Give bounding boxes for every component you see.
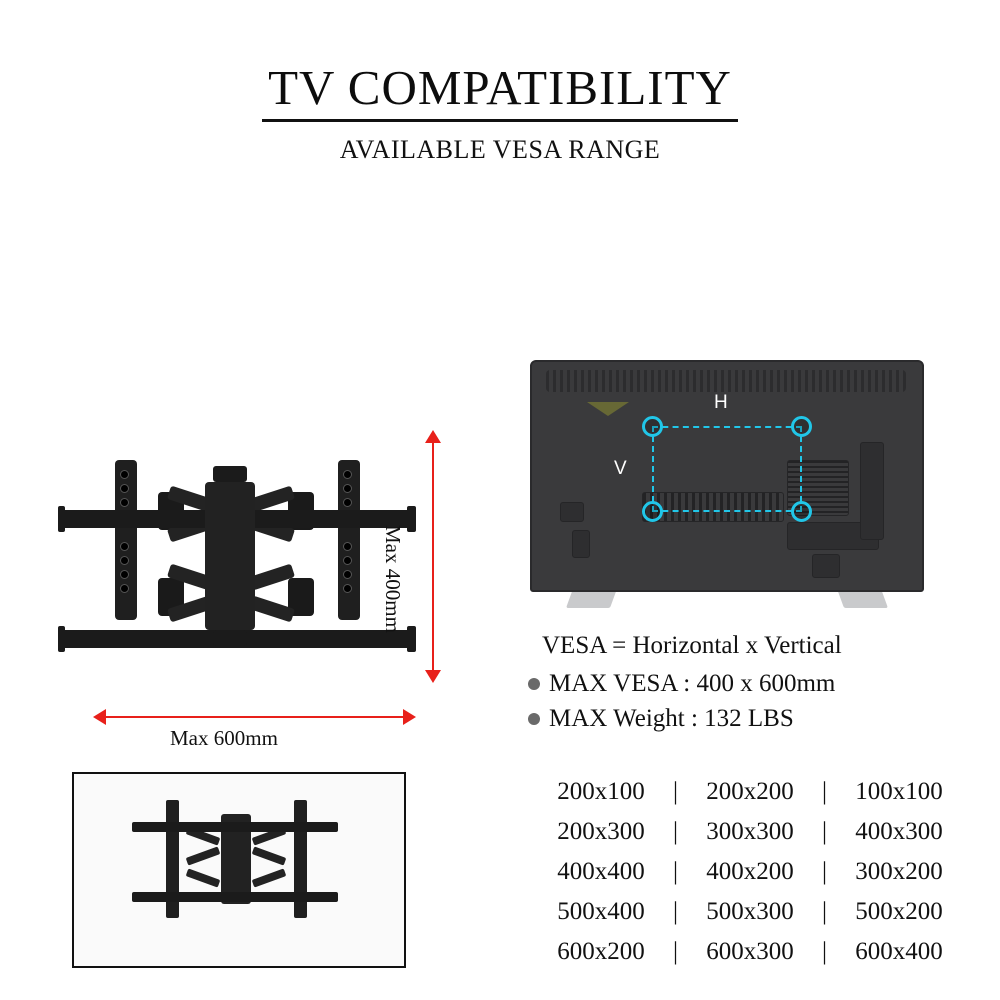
dimension-line-horizontal <box>105 716 405 718</box>
dimension-line-vertical <box>432 440 434 680</box>
mount-rail-end-cap <box>407 626 416 652</box>
vesa-horizontal-label: H <box>714 392 728 413</box>
mount-hole-icon <box>120 484 129 493</box>
vesa-list-separator: | <box>672 778 678 805</box>
vesa-list-separator: | <box>672 938 678 965</box>
vesa-size-value: 200x100 <box>557 778 645 805</box>
mini-mount-rail-bottom <box>132 892 338 902</box>
vesa-size-value: 300x200 <box>855 858 943 885</box>
mount-rail-end-cap <box>407 506 416 532</box>
max-width-label: Max 600mm <box>170 726 278 750</box>
vesa-size-value: 600x400 <box>855 938 943 965</box>
max-vesa-label: MAX VESA : 400 x 600mm <box>549 670 836 697</box>
vesa-hole-icon <box>791 416 812 437</box>
max-weight-label: MAX Weight : 132 LBS <box>549 705 794 732</box>
tv-body <box>530 360 924 592</box>
tv-brand-mark-icon <box>587 402 629 416</box>
mount-rail-end-cap <box>58 506 65 532</box>
vesa-size-value: 500x400 <box>557 898 645 925</box>
vesa-list-separator: | <box>672 858 678 885</box>
vesa-hole-icon <box>642 501 663 522</box>
vesa-list-separator: | <box>821 778 827 805</box>
bullet-icon <box>528 713 540 725</box>
vesa-size-value: 400x200 <box>706 858 794 885</box>
vesa-list-row <box>520 932 980 972</box>
bullet-icon <box>528 678 540 690</box>
vesa-equation-label: VESA = Horizontal x Vertical <box>542 632 842 659</box>
mount-rail-end-cap <box>58 626 65 652</box>
header <box>0 62 1000 165</box>
vesa-size-value: 100x100 <box>855 778 943 805</box>
mini-mount-link <box>252 846 287 865</box>
tv-connector-block <box>560 502 584 522</box>
vesa-hole-icon <box>642 416 663 437</box>
vesa-size-value: 300x300 <box>706 818 794 845</box>
mount-hole-icon <box>343 542 352 551</box>
mount-hole-icon <box>120 542 129 551</box>
mini-mount-link <box>186 846 221 865</box>
vesa-vertical-label: V <box>614 458 627 479</box>
vesa-list-row <box>520 772 980 812</box>
vesa-list-separator: | <box>672 818 678 845</box>
mount-center-column <box>205 482 255 630</box>
vesa-size-value: 600x200 <box>557 938 645 965</box>
vesa-list-separator: | <box>821 858 827 885</box>
mount-hole-icon <box>343 556 352 565</box>
vesa-size-list <box>520 772 980 972</box>
tv-mount-diagram <box>50 430 470 760</box>
mount-hole-icon <box>343 470 352 479</box>
vesa-pattern-outline <box>652 426 802 512</box>
mini-mount-link <box>186 868 221 887</box>
vesa-size-value: 500x200 <box>855 898 943 925</box>
vesa-list-separator: | <box>821 938 827 965</box>
dimension-arrow-right-icon <box>403 709 416 725</box>
mount-hole-icon <box>120 584 129 593</box>
vesa-list-separator: | <box>672 898 678 925</box>
page-subtitle: AVAILABLE VESA RANGE <box>339 135 661 165</box>
vesa-list-separator: | <box>821 898 827 925</box>
spec-item <box>528 670 988 698</box>
page-title: TV COMPATIBILITY <box>262 62 738 122</box>
tv-connector-block <box>812 554 840 578</box>
vesa-list-row <box>520 892 980 932</box>
vesa-list-row <box>520 812 980 852</box>
tv-side-panel <box>860 442 884 540</box>
mount-hole-icon <box>343 498 352 507</box>
vesa-list-row <box>520 852 980 892</box>
mount-hole-icon <box>343 484 352 493</box>
mount-hole-icon <box>120 570 129 579</box>
vesa-size-value: 200x200 <box>706 778 794 805</box>
spec-item <box>528 705 988 733</box>
vesa-hole-icon <box>791 501 812 522</box>
vesa-size-value: 200x300 <box>557 818 645 845</box>
vesa-size-value: 400x400 <box>557 858 645 885</box>
mount-center-plate-bottom <box>213 630 247 646</box>
mount-hole-icon <box>120 556 129 565</box>
mini-mount-link <box>252 868 287 887</box>
mount-hole-icon <box>120 498 129 507</box>
tv-vent-strip <box>546 370 906 392</box>
spec-block <box>528 632 988 740</box>
vesa-size-value: 400x300 <box>855 818 943 845</box>
mount-hole-icon <box>343 570 352 579</box>
vesa-size-value: 600x300 <box>706 938 794 965</box>
mount-center-plate-top <box>213 466 247 482</box>
mount-photo-frame <box>72 772 406 968</box>
tv-connector-block <box>572 530 590 558</box>
mount-hole-icon <box>343 584 352 593</box>
mount-hole-icon <box>120 470 129 479</box>
vesa-hole-pattern <box>614 392 802 512</box>
vesa-size-value: 500x300 <box>706 898 794 925</box>
max-height-label: Max 400mm <box>381 525 405 633</box>
vesa-list-separator: | <box>821 818 827 845</box>
tv-back-illustration <box>530 360 930 615</box>
dimension-arrow-down-icon <box>425 670 441 683</box>
mini-mount-rail-top <box>132 822 338 832</box>
